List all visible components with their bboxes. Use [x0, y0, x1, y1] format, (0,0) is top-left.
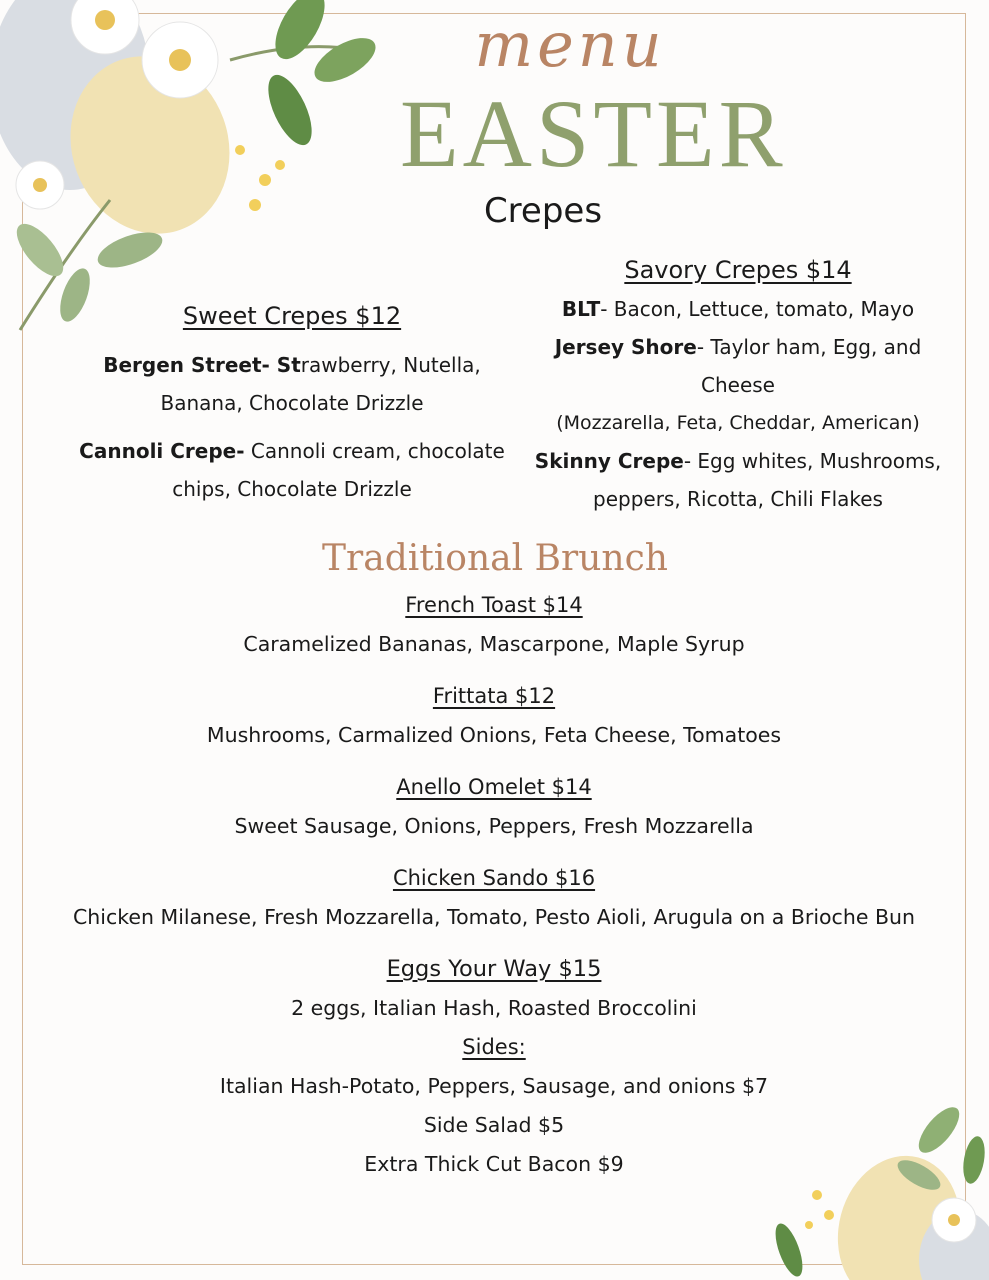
menu-item-heading: Chicken Sando $16	[392, 866, 596, 890]
menu-item-heading: Eggs Your Way $15	[386, 956, 602, 982]
menu-item-name: Jersey Shore	[554, 335, 697, 359]
sweet-crepes-heading: Sweet Crepes $12	[182, 302, 402, 330]
menu-item-desc: - Egg whites, Mushrooms, peppers, Ricotta, Chili Flakes	[593, 449, 942, 511]
menu-item-desc: rawberry, Nutella, Banana, Chocolate Drizzle	[160, 353, 481, 415]
side-item: Extra Thick Cut Bacon $9	[364, 1152, 624, 1176]
brunch-list	[24, 586, 964, 1184]
menu-item-name: Cannoli Crepe-	[79, 439, 245, 463]
menu-item-desc: Sweet Sausage, Onions, Peppers, Fresh Mozzarella	[234, 814, 754, 838]
menu-item	[76, 346, 508, 422]
page-title: EASTER	[400, 80, 787, 187]
savory-crepes-heading: Savory Crepes $14	[624, 256, 852, 284]
savory-crepes-column	[528, 250, 948, 518]
menu-item-name: Skinny Crepe	[534, 449, 684, 473]
menu-script-title: menu	[474, 8, 666, 81]
menu-item	[76, 432, 508, 508]
menu-item	[528, 290, 948, 328]
menu-item-heading: Frittata $12	[432, 684, 556, 708]
menu-item-desc: Chicken Milanese, Fresh Mozzarella, Tomato, Pesto Aioli, Arugula on a Brioche Bun	[72, 905, 916, 929]
menu-item-desc: - Taylor ham, Egg, and Cheese	[696, 335, 922, 397]
menu-item-heading: Anello Omelet $14	[396, 775, 592, 799]
menu-item-name: Bergen Street- St	[103, 353, 301, 377]
floral-egg-decoration-top-left	[0, 0, 400, 340]
side-item: Italian Hash-Potato, Peppers, Sausage, and onions $7	[219, 1074, 769, 1098]
menu-item	[528, 442, 948, 518]
menu-item-heading: French Toast $14	[405, 593, 583, 617]
menu-item-desc: Cannoli cream, chocolate chips, Chocolate Drizzle	[172, 439, 505, 501]
menu-item-desc: Caramelized Bananas, Mascarpone, Maple Syrup	[243, 632, 745, 656]
menu-item-desc: 2 eggs, Italian Hash, Roasted Broccolini	[291, 996, 697, 1020]
side-item: Side Salad $5	[423, 1113, 565, 1137]
menu-item-desc: Mushrooms, Carmalized Onions, Feta Cheese, Tomatoes	[206, 723, 782, 747]
menu-item-desc: - Bacon, Lettuce, tomato, Mayo	[600, 297, 915, 321]
menu-item-name: BLT	[561, 297, 601, 321]
section-subtitle: Crepes	[483, 191, 603, 231]
brunch-section-title: Traditional Brunch	[322, 538, 668, 579]
menu-item	[528, 328, 948, 404]
sweet-crepes-column	[76, 296, 508, 508]
sides-heading: Sides:	[462, 1035, 526, 1059]
menu-item-note: (Mozzarella, Feta, Cheddar, American)	[556, 412, 920, 434]
